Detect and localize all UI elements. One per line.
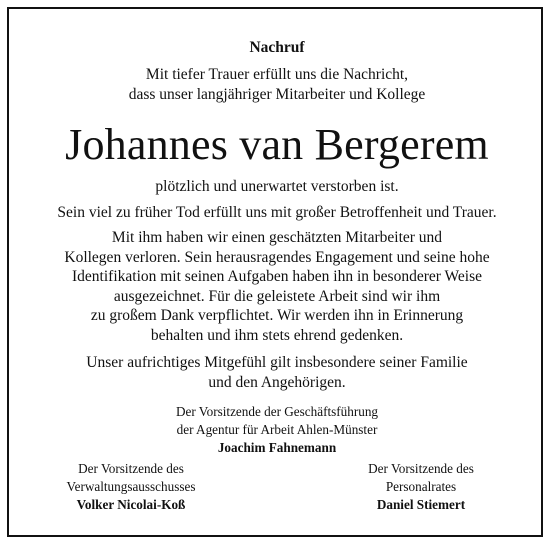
tribute-line: behalten und ihm stets ehrend gedenken.: [150, 326, 404, 344]
paragraph-condolence: [9, 353, 545, 392]
signature-role: Verwaltungsausschusses: [66, 479, 196, 494]
notice-heading: Nachruf: [249, 39, 305, 56]
paragraph-tribute: [9, 228, 545, 346]
obituary-notice: [7, 7, 543, 537]
intro-line: dass unser langjähriger Mitarbeiter und Kollege: [128, 85, 426, 103]
condolence-line: Unser aufrichtiges Mitgefühl gilt insbesondere seiner Familie: [86, 354, 468, 371]
signature-name: Volker Nicolai-Koß: [76, 497, 186, 512]
signature-right: [311, 460, 531, 514]
paragraph-death: plötzlich und unerwartet verstorben ist.: [155, 178, 399, 195]
signature-role: Der Vorsitzende des: [368, 461, 474, 476]
signature-name: Joachim Fahnemann: [217, 440, 337, 455]
tribute-line: ausgezeichnet. Für die geleistete Arbeit sind wir ihm: [113, 287, 441, 305]
intro-line: Mit tiefer Trauer erfüllt uns die Nachricht,: [145, 66, 409, 83]
signature-main: [9, 403, 545, 457]
deceased-name: Johannes van Bergerem: [65, 120, 489, 169]
signature-name: Daniel Stiemert: [376, 497, 466, 512]
tribute-line: Mit ihm haben wir einen geschätzten Mitarbeiter und: [111, 229, 443, 246]
paragraph-grief: Sein viel zu früher Tod erfüllt uns mit großer Betroffenheit und Trauer.: [57, 204, 497, 221]
signature-left: [31, 460, 231, 514]
tribute-line: Kollegen verloren. Sein herausragendes Engagement und seine hohe: [64, 248, 490, 266]
tribute-line: Identifikation mit seinen Aufgaben haben ihn in besonderer Weise: [72, 268, 482, 286]
condolence-line: und den Angehörigen.: [208, 373, 346, 391]
tribute-line: zu großem Dank verpflichtet. Wir werden ihn in Erinnerung: [90, 307, 464, 325]
signature-role: Der Vorsitzende der Geschäftsführung: [175, 404, 379, 419]
signature-role: der Agentur für Arbeit Ahlen-Münster: [176, 422, 378, 437]
signature-role: Personalrates: [385, 479, 457, 494]
intro-text: [9, 65, 545, 104]
signature-role: Der Vorsitzende des: [78, 461, 184, 476]
